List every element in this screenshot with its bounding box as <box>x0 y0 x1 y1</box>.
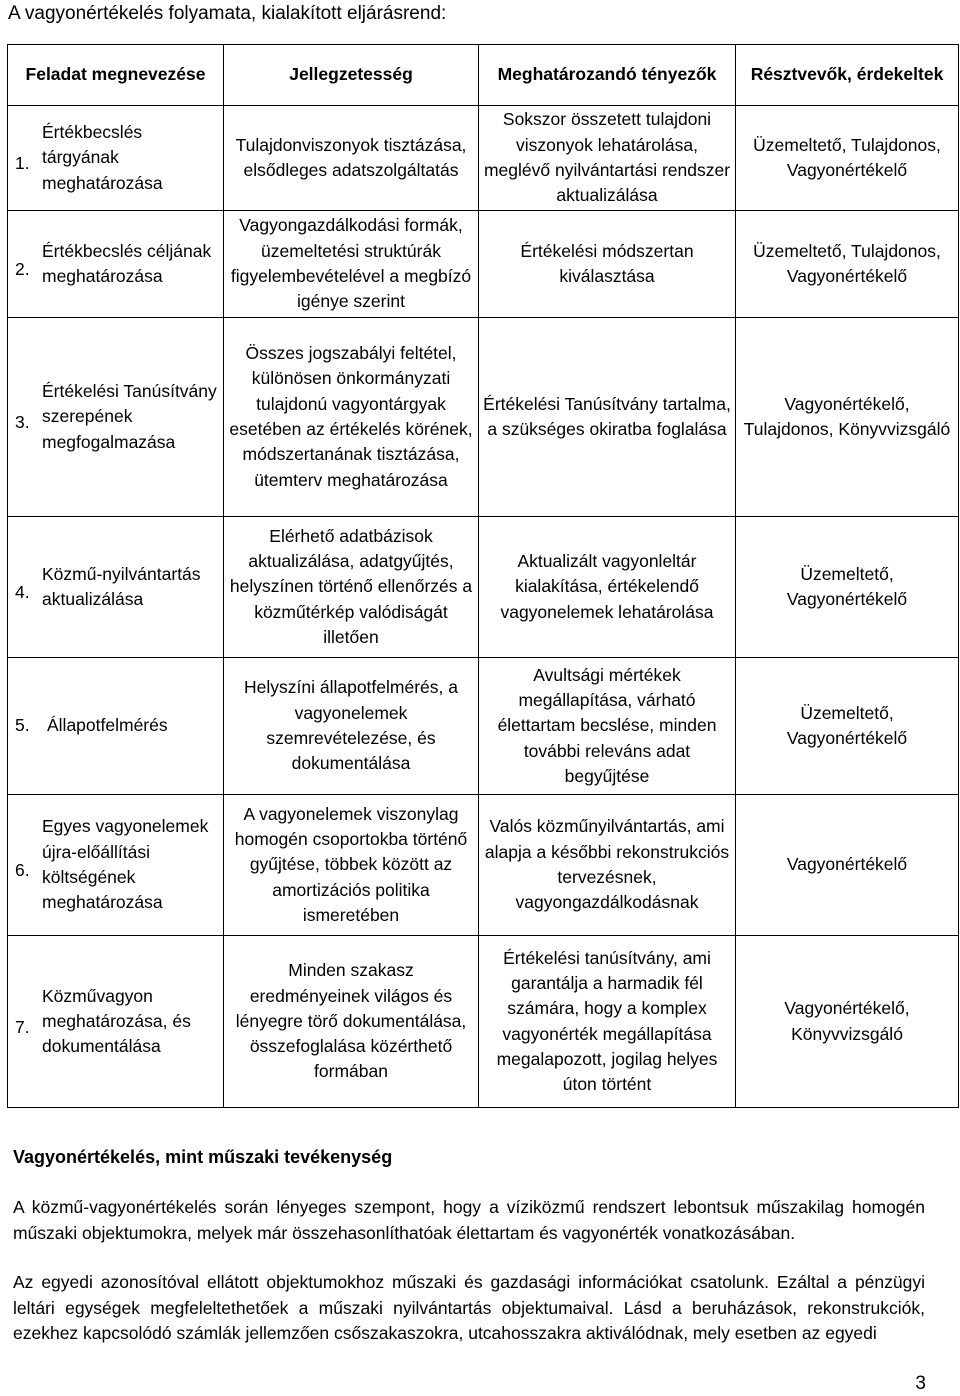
table-row <box>8 795 959 936</box>
header-participants: Résztvevők, érdekeltek <box>736 45 959 106</box>
task-name: Egyes vagyonelemek újra-előállítási költségének meghatározása <box>42 816 209 913</box>
paragraph: Az egyedi azonosítóval ellátott objektumokhoz műszaki és gazdasági információkat csatolunk. Ezáltal a pénzügyi leltári egységek megfeleltethetőek a műszaki nyilvántartás objektumaival. Lásd a beruházások, rekonstrukciók, ezekhez kapcsolódó számlák jellemzően csőszakaszokra, utcahosszakra aktiválódnak, mely esetben az egyedi <box>13 1272 925 1343</box>
characteristic-cell: A vagyonelemek viszonylag homogén csoportokba történő gyűjtése, többek között az amortizációs politika ismeretében <box>224 795 479 936</box>
task-name: Értékbecslés tárgyának meghatározása <box>42 122 163 193</box>
participants-cell: Üzemeltető, Tulajdonos, Vagyonértékelő <box>736 106 959 211</box>
table-header-row <box>8 45 959 106</box>
task-cell <box>8 658 224 795</box>
task-number: 3. <box>15 412 30 433</box>
task-cell <box>8 211 224 318</box>
page-heading: A vagyonértékelés folyamata, kialakított eljárásrend: <box>8 3 447 24</box>
factors-cell: Értékelési Tanúsítvány tartalma, a szükséges okiratba foglalása <box>479 318 736 517</box>
task-cell <box>8 517 224 658</box>
participants-cell: Üzemeltető, Tulajdonos, Vagyonértékelő <box>736 211 959 318</box>
task-name: Értékbecslés céljának meghatározása <box>42 240 212 286</box>
task-number: 5. <box>15 715 30 736</box>
table-row <box>8 517 959 658</box>
participants-cell: Vagyonértékelő <box>736 795 959 936</box>
participants-cell: Üzemeltető, Vagyonértékelő <box>736 517 959 658</box>
table-row <box>8 106 959 211</box>
task-number: 1. <box>15 153 30 174</box>
page-number: 3 <box>915 1373 926 1394</box>
header-task: Feladat megnevezése <box>8 45 224 106</box>
task-name: Értékelési Tanúsítvány szerepének megfogalmazása <box>42 381 217 452</box>
characteristic-cell: Összes jogszabályi feltétel, különösen önkormányzati tulajdonú vagyontárgyak esetében az értékelés körének, módszertanának tisztázása, ütemterv meghatározása <box>224 318 479 517</box>
factors-cell: Avultsági mértékek megállapítása, várható élettartam becslése, minden további releváns adat begyűjtése <box>479 658 736 795</box>
task-number: 6. <box>15 860 30 881</box>
factors-cell: Értékelési módszertan kiválasztása <box>479 211 736 318</box>
participants-cell: Vagyonértékelő, Könyvvizsgáló <box>736 936 959 1108</box>
table-row <box>8 936 959 1108</box>
task-name: Közművagyon meghatározása, és dokumentálása <box>42 985 191 1057</box>
task-cell <box>8 936 224 1108</box>
task-cell <box>8 795 224 936</box>
task-cell <box>8 106 224 211</box>
characteristic-cell: Tulajdonviszonyok tisztázása, elsődleges adatszolgáltatás <box>224 106 479 211</box>
task-name: Állapotfelmérés <box>47 715 168 736</box>
process-table <box>7 44 959 1108</box>
table-row <box>8 211 959 318</box>
task-cell <box>8 318 224 517</box>
factors-cell: Aktualizált vagyonleltár kialakítása, értékelendő vagyonelemek lehatárolása <box>479 517 736 658</box>
factors-cell: Valós közműnyilvántartás, ami alapja a későbbi rekonstrukciós tervezésnek, vagyongazdálkodásnak <box>479 795 736 936</box>
factors-cell: Értékelési tanúsítvány, ami garantálja a harmadik fél számára, hogy a komplex vagyonérték megállapítása megalapozott, jogilag helyes úton történt <box>479 936 736 1108</box>
characteristic-cell: Vagyongazdálkodási formák, üzemeltetési struktúrák figyelembevételével a megbízó igénye szerint <box>224 211 479 318</box>
table-row <box>8 658 959 795</box>
header-factors: Meghatározandó tényezők <box>479 45 736 106</box>
task-number: 7. <box>15 1016 30 1037</box>
section-title: Vagyonértékelés, mint műszaki tevékenység <box>13 1147 393 1167</box>
table-row <box>8 318 959 517</box>
task-number: 4. <box>15 582 30 603</box>
characteristic-cell: Helyszíni állapotfelmérés, a vagyonelemek szemrevételezése, és dokumentálása <box>224 658 479 795</box>
paragraph: A közmű-vagyonértékelés során lényeges szempont, hogy a víziközmű rendszert lebontsuk műszakilag homogén műszaki objektumokra, melyek már összehasonlíthatóak élettartam és vagyonérték vonatkozásában. <box>13 1197 925 1243</box>
header-characteristic: Jellegzetesség <box>224 45 479 106</box>
factors-cell: Sokszor összetett tulajdoni viszonyok lehatárolása, meglévő nyilvántartási rendszer aktualizálása <box>479 106 736 211</box>
task-name: Közmű-nyilvántartás aktualizálása <box>42 563 201 609</box>
participants-cell: Vagyonértékelő, Tulajdonos, Könyvvizsgáló <box>736 318 959 517</box>
characteristic-cell: Elérhető adatbázisok aktualizálása, adatgyűjtés, helyszínen történő ellenőrzés a közműtérkép valódiságát illetően <box>224 517 479 658</box>
participants-cell: Üzemeltető, Vagyonértékelő <box>736 658 959 795</box>
task-number: 2. <box>15 259 30 280</box>
characteristic-cell: Minden szakasz eredményeinek világos és lényegre törő dokumentálása, összefoglalása közérthető formában <box>224 936 479 1108</box>
